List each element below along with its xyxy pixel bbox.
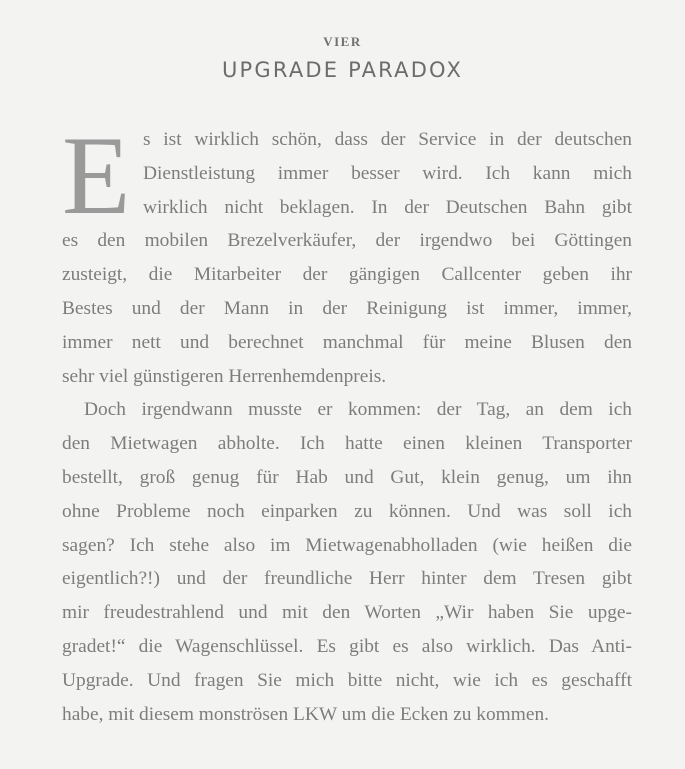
- drop-cap: E: [62, 114, 131, 238]
- text-line: sehr viel günstigeren Herrenhemdenpreis.: [62, 365, 387, 387]
- text-line: eigentlich?!) und der freundliche Herr hinter dem Tresen gibt: [62, 568, 632, 590]
- text-line: Bestes und der Mann in der Reinigung ist immer, immer,: [62, 297, 632, 319]
- text-line: den Mietwagen abholte. Ich hatte einen kleinen Transporter: [62, 433, 632, 455]
- text-line: sagen? Ich stehe also im Mietwagenabholladen (wie heißen die: [62, 534, 632, 556]
- text-line: Doch irgendwann musste er kommen: der Tag, an dem ich: [84, 399, 632, 421]
- paragraph-1: [62, 114, 632, 393]
- chapter-label: VIER: [323, 34, 362, 49]
- text-line: gradet!“ die Wagenschlüssel. Es gibt es also wirklich. Das Anti-: [62, 635, 632, 657]
- text-line: bestellt, groß genug für Hab und Gut, klein genug, um ihn: [62, 466, 632, 488]
- text-line: es den mobilen Brezelverkäufer, der irgendwo bei Göttingen: [62, 230, 632, 252]
- chapter-title: UPGRADE PARADOX: [221, 58, 464, 82]
- text-line: s ist wirklich schön, dass der Service in der deutschen: [143, 129, 632, 150]
- body-text: [62, 114, 632, 731]
- text-line: mir freudestrahlend und mit den Worten „Wir haben Sie upge-: [62, 602, 632, 624]
- text-line: Upgrade. Und fragen Sie mich bitte nicht, wie ich es geschafft: [62, 669, 632, 691]
- text-line: zusteigt, die Mitarbeiter der gängigen Callcenter geben ihr: [62, 264, 632, 286]
- text-line: wirklich nicht beklagen. In der Deutschen Bahn gibt: [143, 196, 632, 218]
- dropcap-block: [62, 114, 632, 238]
- text-line: Dienstleistung immer besser wird. Ich kann mich: [143, 162, 632, 184]
- text-line: immer nett und berechnet manchmal für meine Blusen den: [62, 331, 632, 353]
- text-line: habe, mit diesem monströsen LKW um die Ecken zu kommen.: [62, 703, 549, 725]
- text-line: ohne Probleme noch einparken zu können. Und was soll ich: [62, 500, 632, 522]
- paragraph-2: [62, 393, 632, 731]
